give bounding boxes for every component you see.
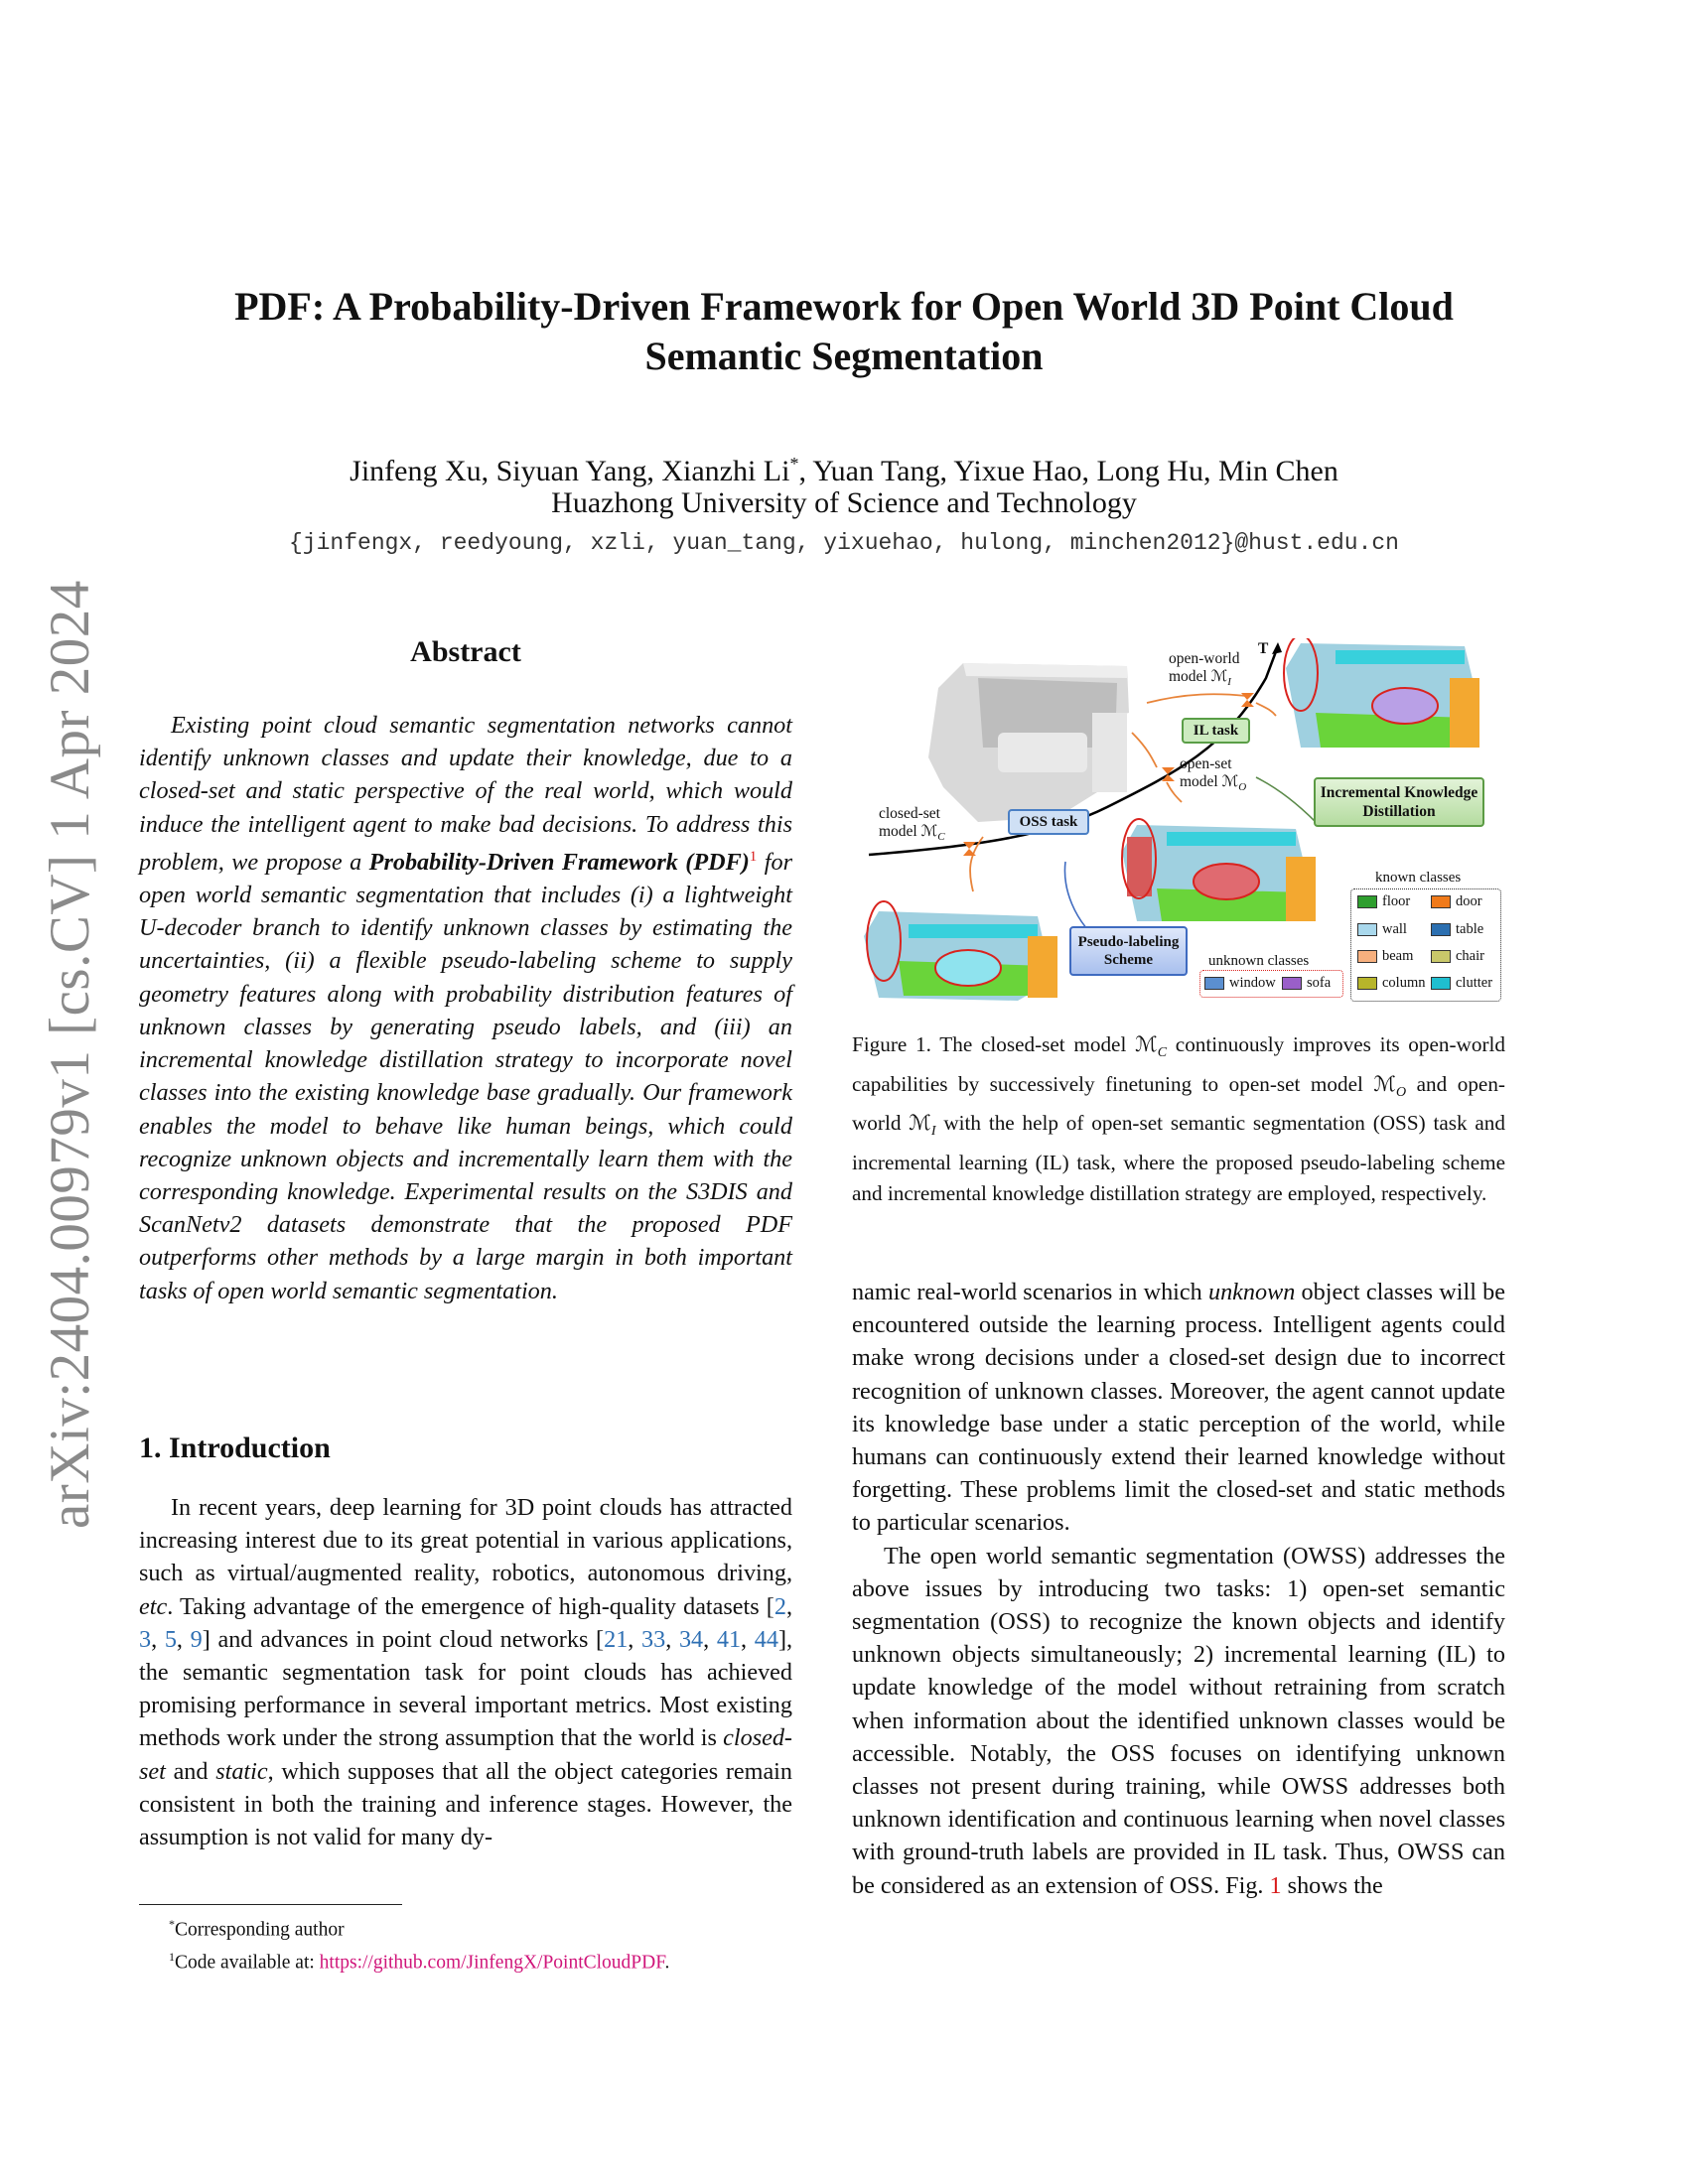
legend-label: beam bbox=[1382, 948, 1414, 964]
subscript: O bbox=[1238, 781, 1247, 794]
figure-1-diagram bbox=[849, 638, 1504, 1006]
legend-label: door bbox=[1456, 893, 1482, 909]
label-line: model ℳ bbox=[1180, 773, 1239, 790]
legend-label: window bbox=[1229, 975, 1276, 991]
section-heading-introduction: 1. Introduction bbox=[139, 1432, 331, 1464]
box-line: Incremental Knowledge bbox=[1320, 784, 1478, 801]
citation-link[interactable]: 41 bbox=[716, 1625, 742, 1653]
legend-item-beam bbox=[1357, 948, 1413, 965]
intro-text: ], the semantic segmentation task for point clouds has achieved promising performance in several important metrics. Most existing methods work under the strong assumption that the world is bbox=[139, 1625, 793, 1752]
legend-label: table bbox=[1456, 921, 1484, 937]
body-text: object classes will be encountered outside the learning process. Intelligent agents could make wrong decisions under a closed-set design due to incorrect recognition of unknown classes. Moreover, the agent cannot update its knowledge base under a static perception of the world, while humans can continuously extend their learned knowledge without forgetting. These problems limit the closed-set and static methods to particular scenarios. bbox=[852, 1279, 1505, 1537]
footnotes bbox=[169, 1911, 669, 1976]
swatch-icon bbox=[1357, 895, 1377, 908]
pseudo-labeling-scheme-box bbox=[1069, 926, 1188, 976]
subscript: O bbox=[1396, 1084, 1407, 1100]
swatch-icon bbox=[1431, 895, 1451, 908]
subscript: I bbox=[930, 1124, 936, 1140]
intro-text-italic: closed-set bbox=[139, 1724, 792, 1785]
intro-text: ] and advances in point cloud networks [ bbox=[202, 1625, 605, 1653]
paragraph bbox=[852, 1276, 1505, 1540]
authors-first: Jinfeng Xu, Siyuan Yang, Xianzhi Li bbox=[350, 455, 790, 487]
title-line-2: Semantic Segmentation bbox=[644, 334, 1044, 378]
figure-1-caption bbox=[852, 1029, 1505, 1208]
abstract-text-part: Existing point cloud semantic segmentation networks cannot identify unknown classes and update their knowledge, due to a closed-set and static perspective of the real world, which would induce the intelligent agent to make bad decisions. To address this problem, we propose a bbox=[139, 712, 792, 876]
swatch-icon bbox=[1282, 977, 1302, 990]
swatch-icon bbox=[1357, 950, 1377, 963]
swatch-icon bbox=[1431, 977, 1451, 990]
arxiv-identifier-stamp: arXiv:2404.00979v1 [cs.CV] 1 Apr 2024 bbox=[39, 580, 101, 1529]
legend-item-floor bbox=[1357, 893, 1410, 910]
footnote-text: Code available at: bbox=[175, 1952, 320, 1973]
label-line: model ℳ bbox=[1169, 668, 1228, 685]
footnote-text: . bbox=[664, 1952, 670, 1973]
footnote-mark: * bbox=[169, 1917, 175, 1931]
caption-text: and open-world ℳ bbox=[852, 1071, 1505, 1136]
body-text: namic real-world scenarios in which bbox=[852, 1279, 1208, 1305]
incremental-knowledge-distillation-box bbox=[1314, 777, 1484, 827]
figure-reference-link[interactable]: 1 bbox=[1269, 1871, 1282, 1899]
affiliation: Huazhong University of Science and Technology bbox=[551, 486, 1137, 519]
footnote-link-1[interactable]: 1 bbox=[749, 848, 758, 865]
subscript: I bbox=[1227, 676, 1231, 689]
box-line: Scheme bbox=[1103, 952, 1154, 968]
footnote-code bbox=[169, 1944, 669, 1977]
legend-item-wall bbox=[1357, 921, 1407, 938]
title-line-1: PDF: A Probability-Driven Framework for Open World 3D Point Cloud bbox=[234, 284, 1454, 329]
abstract-text bbox=[139, 709, 792, 1307]
legend-label: clutter bbox=[1456, 975, 1493, 991]
paragraph bbox=[852, 1540, 1505, 1902]
footnote-text: Corresponding author bbox=[175, 1919, 345, 1941]
legend-item-door bbox=[1431, 893, 1482, 910]
citation-link[interactable]: 5 bbox=[164, 1625, 177, 1653]
citation-link[interactable]: 3 bbox=[139, 1625, 152, 1653]
legend-item-sofa bbox=[1282, 975, 1331, 992]
footnote-mark: 1 bbox=[169, 1949, 175, 1964]
citation-link[interactable]: 44 bbox=[754, 1625, 778, 1653]
citation-link[interactable]: 21 bbox=[604, 1625, 629, 1653]
legend-item-chair bbox=[1431, 948, 1484, 965]
unknown-classes-title: unknown classes bbox=[1208, 953, 1310, 969]
legend-label: wall bbox=[1382, 921, 1407, 937]
box-line: Pseudo-labeling bbox=[1077, 934, 1180, 950]
caption-label: Figure 1. bbox=[852, 1032, 931, 1056]
label-line: open-set bbox=[1180, 755, 1232, 772]
body-text: The open world semantic segmentation (OWSS) addresses the above issues by introducing two tasks: 1) open-set semantic segmentation (OSS) to recognize the known objects and identify unknown objects simultaneously; 2) incremental learning (IL) to update knowledge of the model without retraining from scratch when information about the identified unknown classes would be accessible. Notably, the OSS focuses on identifying unknown classes not present during training, while OWSS addresses both unknown identification and continuous learning when novel classes with ground-truth labels are provided in IL task. Thus, OWSS can be considered as an extension of OSS. Fig. bbox=[852, 1542, 1505, 1899]
swatch-icon bbox=[1431, 950, 1451, 963]
legend-item-clutter bbox=[1431, 975, 1492, 992]
label-line: open-world bbox=[1169, 650, 1240, 667]
intro-text: In recent years, deep learning for 3D point clouds has attracted increasing interest due to its great potential in various applications, such as virtual/augmented reality, robotics, autonomous driving, bbox=[139, 1494, 792, 1587]
swatch-icon bbox=[1357, 923, 1377, 936]
closed-set-model-label bbox=[879, 805, 945, 846]
citation-link[interactable]: 34 bbox=[678, 1625, 704, 1653]
caption-text: with the help of open-set semantic segmentation (OSS) task and incremental learning (IL) task, where the proposed pseudo-labeling scheme and incremental knowledge distillation strategy are employed, respectively. bbox=[852, 1111, 1505, 1205]
body-text: shows the bbox=[1281, 1871, 1383, 1899]
time-axis-label: T bbox=[1258, 640, 1269, 657]
authors-rest: , Yuan Tang, Yixue Hao, Long Hu, Min Chen bbox=[798, 455, 1338, 487]
subscript: C bbox=[1157, 1045, 1168, 1061]
oss-task-box: OSS task bbox=[1008, 809, 1089, 835]
corresponding-author-mark: * bbox=[789, 454, 799, 474]
citation-link[interactable]: 9 bbox=[190, 1625, 203, 1653]
closed-set-result-room-icon bbox=[864, 901, 1057, 1001]
swatch-icon bbox=[1431, 923, 1451, 936]
unknown-classes-legend bbox=[1199, 970, 1343, 998]
legend-label: sofa bbox=[1307, 975, 1332, 991]
author-emails: {jinfengx, reedyoung, xzli, yuan_tang, yixuehao, hulong, minchen2012}@hust.edu.cn bbox=[289, 530, 1399, 556]
open-set-result-room-icon bbox=[1122, 819, 1316, 921]
code-repository-link[interactable]: https://github.com/JinfengX/PointCloudPDF bbox=[319, 1952, 665, 1973]
label-line: model ℳ bbox=[879, 823, 938, 840]
known-classes-title: known classes bbox=[1375, 870, 1462, 886]
citation-link[interactable]: 33 bbox=[641, 1625, 666, 1653]
caption-text: The closed-set model ℳ bbox=[930, 1032, 1158, 1056]
intro-text: , which supposes that all the object categories remain consistent in both the training and inference stages. However, the assumption is not valid for many dy- bbox=[139, 1757, 792, 1851]
box-line: Distillation bbox=[1362, 803, 1436, 820]
citation-link[interactable]: 2 bbox=[774, 1592, 786, 1620]
subscript: C bbox=[937, 831, 945, 844]
right-column-text bbox=[852, 1276, 1505, 1902]
swatch-icon bbox=[1204, 977, 1224, 990]
introduction-paragraph: In recent years, deep learning for 3D point clouds has attracted increasing interest due to its great potential in various applications, such as virtual/augmented reality, robotics, autonomous driving, etc. Taking advantage of the emergence of high-quality datasets [2, 3, 5, 9] and advances in point cloud networks [21, 33, 34, 41, 44], the semantic segmentation task for point clouds has achieved promising performance in several important metrics. Most existing methods work under the strong assumption that the world is closed-set and static, which supposes that all the object categories remain consistent in both the training and inference stages. However, the assumption is not valid for many dy- bbox=[139, 1494, 793, 1851]
footnote-divider bbox=[139, 1904, 402, 1905]
open-world-result-room-icon bbox=[1284, 638, 1479, 748]
open-world-model-label bbox=[1169, 650, 1239, 691]
legend-label: floor bbox=[1382, 893, 1411, 909]
il-task-box: IL task bbox=[1182, 718, 1250, 744]
intro-text-italic: etc bbox=[139, 1592, 168, 1620]
label-line: closed-set bbox=[879, 805, 940, 822]
input-point-cloud-room-icon bbox=[928, 663, 1129, 822]
footnote-corresponding bbox=[169, 1911, 669, 1944]
legend-label: chair bbox=[1456, 948, 1484, 964]
legend-item-table bbox=[1431, 921, 1483, 938]
paper-title bbox=[149, 282, 1539, 381]
legend-label: column bbox=[1382, 975, 1426, 991]
abstract-text-part: for open world semantic segmentation that includes (i) a lightweight U-decoder branch to identify unknown classes by estimating the uncertainties, (ii) a flexible pseudo-labeling scheme to supply geometry features along with probability distribution features of unknown classes by generating pseudo labels, and (iii) an incremental knowledge distillation strategy to incorporate novel classes into the existing knowledge base gradually. Our framework enables the model to behave like human beings, which could recognize unknown objects and incrementally learn them with the corresponding knowledge. Experimental results on the S3DIS and ScanNetv2 datasets demonstrate that the proposed PDF outperforms other methods by a large margin in both important tasks of open world semantic segmentation. bbox=[139, 848, 792, 1304]
legend-item-window bbox=[1204, 975, 1276, 992]
open-set-model-label bbox=[1180, 755, 1246, 796]
framework-name: Probability-Driven Framework (PDF) bbox=[368, 848, 750, 876]
swatch-icon bbox=[1357, 977, 1377, 990]
known-classes-legend bbox=[1350, 888, 1501, 1002]
body-text-italic: unknown bbox=[1207, 1279, 1296, 1305]
legend-item-column bbox=[1357, 975, 1426, 992]
intro-text: . Taking advantage of the emergence of high-quality datasets [ bbox=[167, 1592, 774, 1620]
abstract-heading: Abstract bbox=[410, 635, 521, 668]
intro-text-italic: static bbox=[215, 1757, 268, 1785]
intro-text: and bbox=[165, 1757, 216, 1785]
caption-text: continuously improves its open-world capabilities by successively finetuning to open-set model ℳ bbox=[852, 1032, 1505, 1096]
